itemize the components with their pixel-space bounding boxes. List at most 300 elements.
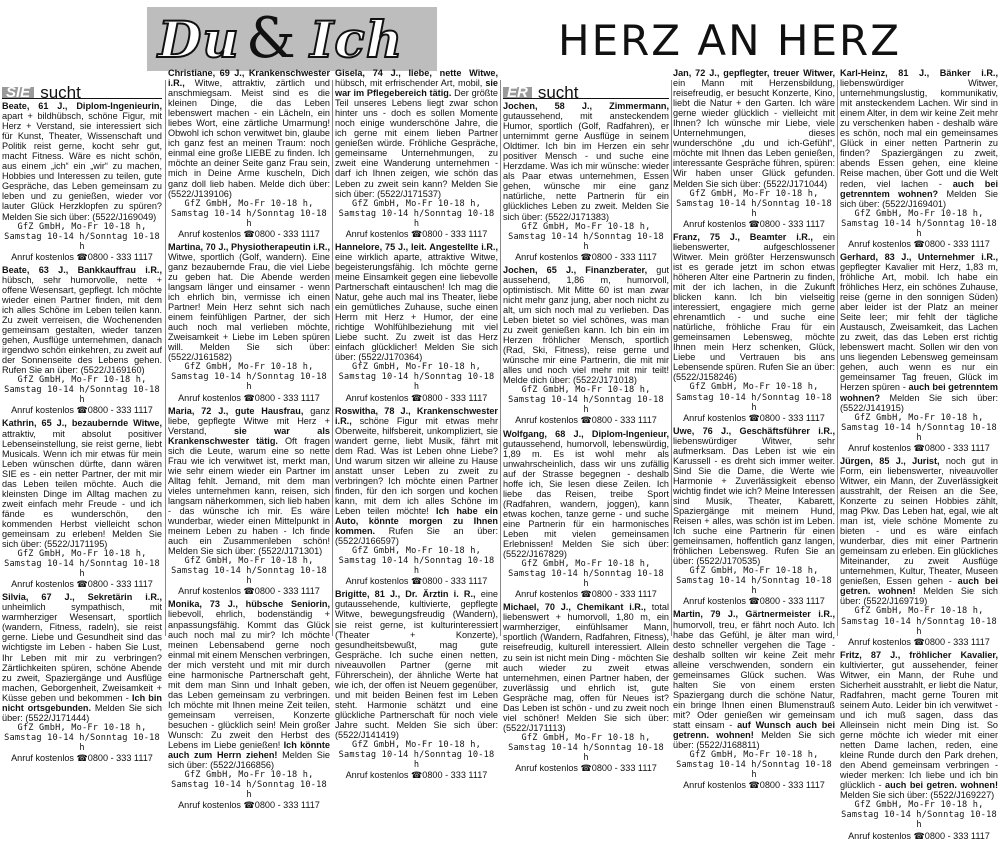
ad-agency: GfZ GmbH, Mo-Fr 10-18 h, xyxy=(17,221,147,232)
ad-weekend: Samstag 10-14 h/Sonntag 10-18 h xyxy=(676,198,832,219)
ad-body: gutaussehend, humorvoll, lebenswürdig, 1,89 m. Es ist wohl mehr als unwahrscheinlich, dass wir uns zufällig auf der Strasse begegnen - deshalb hoffe ich, Sie lesen diese Zeilen. Ich liebe das Reisen, treibe Sport (Radfahren, wandern, joggen), kann etwas kochen, tanze gerne - und suche eine Partnerin für ein harmonisches Leben mit vielen gemeinsamen Erlebnissen! Melden Sie sich über: (5522/J167829) xyxy=(503,438,669,560)
ad-free-call: Anruf kostenlos xyxy=(345,392,409,403)
ad-phone-number: 0800 - 333 1117 xyxy=(254,586,320,597)
ad-text xyxy=(673,609,835,750)
ad-weekend-hours xyxy=(168,566,330,586)
ad-text xyxy=(168,68,330,199)
ad-phone-number: 0800 - 333 1117 xyxy=(924,238,990,249)
ad-agency-hours xyxy=(2,549,162,559)
ad-text xyxy=(335,68,498,199)
ad-headline: Martina, 70 J., Physiotherapeutin i.R., xyxy=(168,241,330,252)
ad-body: ein liebenswerter, aufgeschlossener Witwer. Mein größter Herzenswunsch ist es gerade jetzt im schon etwas höheren Alter eine Partnerin zu finden, mit der ich lachen, in die Zukunft blicken kann. Ich bin vielseitig interessiert, engagiere mich gerne ehrenamtlich - und suche eine natürliche, fröhliche Frau für ein gemeinsamen Lebensweg, möchte Ihnen mein Herz schenken, Glück, Liebe und Vertrauen bis ans Lebensende spüren. Rufen Sie an über: (5522/J158246) xyxy=(673,231,835,383)
phone-icon xyxy=(411,229,422,239)
ad-body: apart + bildhübsch, schöne Figur, mit Herz + Verstand, sie interessiert sich für Kunst, Theater, Wissenschaft und Politik reist gerne, kocht sehr gut, macht Fitness. Wäre es nicht schön, aus einem „ich“ ein „wir“ zu machen, Hobbies und Interessen zu teilen, gute Gespräche, das Leben gemeinsam zu leben und zu genießen, wieder vor lauter Glück Herzklopfen zu spüren? Melden Sie sich über: (5522/J169049) xyxy=(2,111,162,222)
ad-headline: Fritz, 87 J., fröhlicher Kavalier, xyxy=(840,649,998,660)
ad-headline: Beate, 63 J., Bankkauffrau i.R., xyxy=(2,264,162,275)
ad-agency-hours xyxy=(2,375,162,385)
ad-phone-number: 0800 - 333 1117 xyxy=(591,763,657,774)
ad-body: schöne Figur mit etwas mehr Oberweite, hilfsbereit, unkompliziert, sie wandert gerne, liebt Musik, fährt mit dem Rad. Was ist Leben ohne Liebe? Und warum sitzen wir alleine zu Hause anstatt unser Leben zu zweit zu verbringen? Ich möchte einen Partner finden, für den ich sorgen und kochen kann, mit dem ich alles Schöne im Leben teilen möchte! xyxy=(335,415,498,517)
ad-weekend-hours xyxy=(168,372,330,392)
page-title: HERZ AN HERZ xyxy=(558,16,901,65)
ad-phone-number: 0800 - 333 1117 xyxy=(924,442,990,453)
ad-agency: GfZ GmbH, Mo-Fr 10-18 h, xyxy=(17,375,147,386)
ad-highlight: auch bei getren. wohnen! xyxy=(885,780,998,791)
personal-ad xyxy=(503,429,669,600)
ad-weekend: Samstag 10-14 h/Sonntag 10-18 h xyxy=(4,559,160,580)
ad-body: liebenswürdiger Witwer, sehr aufmerksam. Das Leben ist wie ein Karussell - es dreht sich immer weiter. Sind Sie die Dame, die Werte wie Harmonie + Zuverlässigkeit ebenso wichtig findet wie ich? Meine Interessen sind Musik, Theater, Kabarett, Spaziergänge mit meinem Hund, Reisen + alles, was schön ist im Leben. Ich suche eine Partnerin für einen gemeinsamen, hoffentlich ganz langen, fröhlichen Lebensweg. Rufen Sie an über: (5522/J170535) xyxy=(673,435,835,567)
ad-agency: GfZ GmbH, Mo-Fr 10-18 h, xyxy=(17,549,147,560)
ad-agency: GfZ GmbH, Mo-Fr 10-18 h, xyxy=(854,800,984,811)
ad-agency-hours xyxy=(503,733,669,743)
ad-free-call: Anruf kostenlos xyxy=(178,586,241,597)
personal-ad xyxy=(335,406,498,587)
ad-free-call: Anruf kostenlos xyxy=(683,412,746,423)
ad-phone-line xyxy=(168,800,330,810)
phone-icon xyxy=(749,219,760,229)
personal-ad xyxy=(503,265,669,426)
ad-free-call: Anruf kostenlos xyxy=(848,442,911,453)
ad-weekend-hours xyxy=(673,576,835,596)
ad-free-call: Anruf kostenlos xyxy=(11,579,74,590)
ad-text xyxy=(168,599,330,770)
ad-highlight: Ich bin nicht ortsgebunden. xyxy=(2,692,162,713)
ad-phone-number: 0800 - 333 1117 xyxy=(254,392,320,403)
ad-headline: Gerhard, 83 J., Unternehmer i.R., xyxy=(840,251,998,262)
phone-icon xyxy=(581,763,592,773)
ad-highlight: auf Wunsch auch bei getrenn. wohnen! xyxy=(673,720,835,741)
ad-phone-line xyxy=(673,780,835,790)
ad-headline: Uwe, 76 J., Geschäftsführer i.R., xyxy=(673,425,835,436)
phone-icon xyxy=(749,413,760,423)
ad-weekend-hours xyxy=(503,232,669,252)
ad-agency-hours xyxy=(2,222,162,232)
ad-highlight: auch bei getrenntem wohnen? xyxy=(840,382,998,403)
ad-text xyxy=(503,602,669,733)
ad-weekend: Samstag 10-14 h/Sonntag 10-18 h xyxy=(171,208,327,229)
section-tag: ER xyxy=(503,87,532,98)
ad-body-tail: Melden Sie sich über: (5522/J166856) xyxy=(168,750,330,771)
ad-phone-line xyxy=(503,415,669,425)
ad-free-call: Anruf kostenlos xyxy=(848,830,911,841)
ad-free-call: Anruf kostenlos xyxy=(515,415,578,426)
section-heading xyxy=(2,72,162,102)
ad-agency: GfZ GmbH, Mo-Fr 10-18 h, xyxy=(184,362,314,373)
ad-free-call: Anruf kostenlos xyxy=(178,228,241,239)
ad-text xyxy=(335,406,498,547)
ad-text xyxy=(2,592,162,723)
ad-agency-hours xyxy=(335,546,498,556)
ad-agency-hours xyxy=(840,209,998,219)
ad-highlight: Ich könnte auch zum Herrn ziehen! xyxy=(168,740,330,761)
ad-body-tail: Melden Sie sich über: (5522/J171444) xyxy=(2,702,163,723)
ad-free-call: Anruf kostenlos xyxy=(683,218,746,229)
ad-body: Witwe, attraktiv, zärtlich und anschmiegsam. Meist sind es die kleinen Dinge, die das Leben lebenswert machen - ein Lächeln, ein liebes Wort, eine zärtliche Umarmung! Obwohl ich schon verwitwet bin, glaube ich ganz fest an meinen Traum: noch einmal eine große LIEBE zu finden. Ich möchte an deiner Seite ganz Frau sein, mich in Deine Arme kuscheln, Dich ganz doll lieb haben. Melde dich über: (5522/J139106) xyxy=(168,78,330,199)
phone-icon xyxy=(914,443,925,453)
phone-icon xyxy=(244,800,255,810)
ad-text xyxy=(2,265,162,376)
ad-body: gutaussehend, mit ansteckendem Humor, sportlich (Golf, Radfahren), er unternimmt gerne Ausflüge in seinem Oldtimer. Ich bin im Herzen ein sehr positiver Mensch - und suche eine Herzdame. Was ich mir wünsche: wieder als Paar etwas unternehmen, Essen gehen, wünsche mir eine ganz natürliche, nette Partnerin für ein glückliches Leben zu zweit. Melden Sie sich über: (5522/J171383) xyxy=(503,111,669,222)
ad-weekend-hours xyxy=(503,569,669,589)
ad-body: noch gut in Form, ein liebenswerter, niveauvoller Witwer, ein Mann, der Zuverlässigkeit ausstrahlt, der Reisen an die See, Konzerte zu seinen Hobbies zählt, mag Pkw. Das Leben hat, egal, wie alt man ist, viele schöne Momente zu bieten - und es wäre einfach wunderbar, dies mit einer Partnerin gemeinsam zu erleben. Ein glückliches Miteinander, zu zweit Ausflüge unternehmen, Kultur, Theater, Museen genießen, Essen gehen - xyxy=(840,455,998,587)
ad-phone-line xyxy=(840,443,998,453)
ad-headline: Brigitte, 81 J., Dr. Ärztin i. R., xyxy=(335,589,476,600)
ad-weekend-hours xyxy=(2,559,162,579)
ad-phone-line xyxy=(503,589,669,599)
ad-weekend-hours xyxy=(2,733,162,753)
ad-agency: GfZ GmbH, Mo-Fr 10-18 h, xyxy=(352,362,481,373)
logo-du: Du xyxy=(158,10,240,69)
ad-text xyxy=(335,589,498,740)
phone-icon xyxy=(77,579,88,589)
ad-agency: GfZ GmbH, Mo-Fr 10-18 h, xyxy=(854,412,984,423)
page-header xyxy=(0,0,1000,78)
ad-phone-line xyxy=(335,229,498,239)
ad-headline: Monika, 73 J., hübsche Seniorin, xyxy=(168,599,330,610)
phone-icon xyxy=(749,596,760,606)
ad-agency: GfZ GmbH, Mo-Fr 10-18 h, xyxy=(854,208,984,219)
ad-weekend-hours xyxy=(673,393,835,413)
ad-body: attraktiv, mit absolut positiver Lebenseinstellung, sie reist gerne, liebt Musicals. Wenn ich mir etwas für mein Leben wünschen dürfte, dann wären SIE es - ein netter Partner, der mit mir das Leben teilen möchte. Auch die kleinsten Dinge im Alltag machen zu zweit einfach mehr Freude - und ich fände es wunderschön, den kommenden Herbst vielleicht schon gemeinsam zu erleben! Melden Sie sich über: (5522/J171195) xyxy=(2,428,162,550)
ad-agency-hours xyxy=(335,362,498,372)
ad-agency: GfZ GmbH, Mo-Fr 10-18 h, xyxy=(854,606,984,617)
ad-phone-number: 0800 - 333 1117 xyxy=(87,251,153,262)
ad-phone-number: 0800 - 333 1117 xyxy=(87,579,153,590)
ad-phone-number: 0800 - 333 1117 xyxy=(422,770,488,781)
ad-text xyxy=(168,242,330,363)
personal-ad xyxy=(2,101,162,262)
ad-body: hübsch, mit erfrischender Art, mobil, xyxy=(335,78,486,89)
ad-body: ganz liebe, gepflegte Witwe mit Herz + Verstand, xyxy=(168,405,330,436)
ad-text xyxy=(168,406,330,557)
ad-phone-line xyxy=(2,405,162,415)
ad-highlight: sie war als Krankenschwester tätig. xyxy=(168,425,330,446)
ad-headline: Gisela, 74 J., liebe, nette Witwe, xyxy=(335,68,498,78)
ad-highlight: auch bei getrenntem wohnen? xyxy=(840,178,998,199)
ad-weekend: Samstag 10-14 h/Sonntag 10-18 h xyxy=(338,750,495,771)
ad-agency-hours xyxy=(840,606,998,616)
ad-phone-line xyxy=(503,252,669,262)
ad-phone-line xyxy=(2,252,162,262)
ad-highlight: sie war im Pflegebereich tätig. xyxy=(335,78,498,99)
ad-body: unheimlich sympathisch, mit warmherziger Wesensart, sportlich (wandern, Fitness, radeln), sie reist gerne. Liebe und Gesundheit sind das wichtigste im Leben - haben Sie Lust, Ihr Leben mit mir zu verbringen? Zärtlichkeiten spüren, schöne Abende zu zweit, Spaziergänge und Ausflüge machen, Geborgenheit, Zweisamkeit + Küsse geben und bekommen - xyxy=(2,602,162,703)
column-divider xyxy=(500,80,501,636)
ad-body: Witwe, sportlich (Golf, wandern). Eine ganz bezaubernde Frau, die viel Liebe zu geben hat. Die Abende werden langsam länger und einsamer - wenn ich ehrlich bin, vermisse ich einen Partner! Mein Herz sehnt sich nach einem feinfühligen Partner, der sich auch noch mal verlieben möchte, Zweisamkeit + Liebe im Leben spüren will. Melden Sie sich über: (5522/J161582) xyxy=(168,251,330,363)
ad-weekend-hours xyxy=(840,810,998,830)
ad-free-call: Anruf kostenlos xyxy=(345,576,409,587)
ad-weekend: Samstag 10-14 h/Sonntag 10-18 h xyxy=(338,556,495,577)
ad-agency: GfZ GmbH, Mo-Fr 10-18 h, xyxy=(689,750,819,761)
ad-headline: Hannelore, 75 J., leit. Angestellte i.R., xyxy=(335,241,498,252)
ad-weekend: Samstag 10-14 h/Sonntag 10-18 h xyxy=(338,208,495,229)
personal-ad xyxy=(335,589,498,780)
ad-weekend: Samstag 10-14 h/Sonntag 10-18 h xyxy=(338,372,495,393)
ad-body-tail: Melden Sie sich über: (5522/J141915) xyxy=(840,392,998,413)
ad-free-call: Anruf kostenlos xyxy=(683,780,746,791)
ad-agency: GfZ GmbH, Mo-Fr 10-18 h, xyxy=(352,198,481,209)
ad-phone-line xyxy=(168,229,330,239)
ad-body: humorvoll, treu, er fährt noch Auto. Ich habe das Gefühl, je älter man wird, desto schneller vergehen die Tage - deshalb sollten wir keine Zeit mehr alleine verschwenden, sondern ein gemeinsames Glück suchen. Was halten Sie von einem ersten Spaziergang durch die schöne Natur, ein bringe Ihnen einen Blumenstrauß mit? Oder genießen wir gemeinsam statt einsam - xyxy=(673,619,835,730)
ad-phone-line xyxy=(840,637,998,647)
ad-text xyxy=(2,101,162,222)
ad-phone-number: 0800 - 333 1117 xyxy=(591,589,657,600)
ad-agency-hours xyxy=(168,770,330,780)
ad-text xyxy=(840,68,998,209)
phone-icon xyxy=(581,252,592,262)
ad-agency-hours xyxy=(673,189,835,199)
personal-ad xyxy=(335,68,498,239)
ad-agency-hours xyxy=(335,199,498,209)
ad-headline: Beate, 61 J., Diplom-Ingenieurin, xyxy=(2,101,162,111)
ad-agency: GfZ GmbH, Mo-Fr 10-18 h, xyxy=(689,382,819,393)
ad-phone-number: 0800 - 333 1117 xyxy=(759,596,825,607)
ad-weekend: Samstag 10-14 h/Sonntag 10-18 h xyxy=(841,616,997,637)
ad-phone-number: 0800 - 333 1117 xyxy=(422,392,488,403)
column-divider xyxy=(332,80,333,636)
ad-agency-hours xyxy=(168,556,330,566)
ad-agency-hours xyxy=(840,413,998,423)
ad-agency-hours xyxy=(673,382,835,392)
personal-ad xyxy=(673,232,835,423)
ad-phone-number: 0800 - 333 1117 xyxy=(759,218,825,229)
ad-phone-number: 0800 - 333 1117 xyxy=(254,228,320,239)
ad-headline: Roswitha, 78 J., Krankenschwester i.R., xyxy=(335,405,498,426)
ad-phone-line xyxy=(840,239,998,249)
ad-free-call: Anruf kostenlos xyxy=(345,770,409,781)
logo-ampersand: & xyxy=(246,6,296,71)
phone-icon xyxy=(581,415,592,425)
section-word: sucht xyxy=(40,82,81,102)
ad-agency-hours xyxy=(503,385,669,395)
ad-agency-hours xyxy=(2,723,162,733)
personal-ad xyxy=(840,650,998,841)
ad-weekend: Samstag 10-14 h/Sonntag 10-18 h xyxy=(4,732,160,753)
personal-ad xyxy=(673,426,835,607)
section-heading xyxy=(503,72,669,102)
ad-weekend-hours xyxy=(673,760,835,780)
phone-icon xyxy=(77,405,88,415)
ad-body-tail: Melden Sie sich über: (5522/J168811) xyxy=(673,730,835,751)
ad-body-tail: Rufen Sie an über: (5522/J166597) xyxy=(335,526,498,547)
personal-ad xyxy=(673,609,835,790)
ad-free-call: Anruf kostenlos xyxy=(11,405,74,416)
ad-body: gepflegter Kavalier mit Herz, 1,83 m, fröhliche Art, mobil. Ich habe ein fröhliches Herz, ein schönes Zuhause, reise (gerne in den sonnigen Süden) aber leider ist der Platz an meiner Seite leer; mir fehlt der tägliche Austausch, Zweisamkeit, das Lachen zu zweit, das das Leben erst richtig lebenswert macht. Sollen wir den von uns liegenden Lebensweg gemeinsam gehen, auch wenn es nur ein gemeinsamer Tag freuen, Glück im Herzen spüren - xyxy=(840,261,998,393)
ad-body: eine wirklich aparte, attraktive Witwe, begeisterungsfähig. Ich möchte gerne meine Einsamkeit gegen eine liebevolle Partnerschaft eintauschen! Ich mag die Natur, gehe auch mal ins Theater, liebe ein gemütliches Zuhause, suche einen Herrn mit Herz + Humor, der eine richtige Wohlfühlbeziehung mit viel Liebe sucht. Zu zweit ist das Herz einfach glücklicher! Melden Sie sich über: (5522/J170364) xyxy=(335,251,498,363)
ad-weekend: Samstag 10-14 h/Sonntag 10-18 h xyxy=(171,780,327,801)
phone-icon xyxy=(77,753,88,763)
personal-ad xyxy=(840,68,998,249)
ad-text xyxy=(840,252,998,413)
ad-free-call: Anruf kostenlos xyxy=(515,763,578,774)
ad-text xyxy=(503,265,669,386)
ad-phone-line xyxy=(168,393,330,403)
ad-free-call: Anruf kostenlos xyxy=(11,753,74,763)
ad-weekend: Samstag 10-14 h/Sonntag 10-18 h xyxy=(841,810,997,831)
personal-ad xyxy=(503,101,669,262)
ad-weekend: Samstag 10-14 h/Sonntag 10-18 h xyxy=(676,760,832,781)
ad-text xyxy=(840,456,998,607)
ad-headline: Jürgen, 85 J., Jurist, xyxy=(840,455,940,466)
ad-body: eine gutaussehende, kultivierte, gepflegte Witwe, bewegungsfreudig (Wandern), sie reist gerne, ist kulturinteressiert (Theater + Konzerte), gesundheitsbewußt, mag gute Gespräche. Ich suche einen netten, niveauvollen Partner (gerne mit Führerschein), der ähnliche Werte hat wie ich, der offen ist Neuem gegenüber, und mit beiden Beinen fest im Leben steht. Harmonie schätzt und eine glückliche Partnerschaft für noch viele Jahre sucht. Melden Sie sich über: (5522/J141419) xyxy=(335,589,499,741)
ad-free-call: Anruf kostenlos xyxy=(11,251,74,262)
ad-free-call: Anruf kostenlos xyxy=(683,596,746,607)
ad-weekend-hours xyxy=(2,385,162,405)
ad-phone-number: 0800 - 333 1117 xyxy=(591,251,657,262)
ad-phone-line xyxy=(335,393,498,403)
ad-weekend: Samstag 10-14 h/Sonntag 10-18 h xyxy=(508,231,664,252)
ad-agency: GfZ GmbH, Mo-Fr 10-18 h, xyxy=(184,198,314,209)
ad-free-call: Anruf kostenlos xyxy=(515,251,578,262)
column-3 xyxy=(335,68,499,781)
ad-text xyxy=(673,232,835,383)
ad-weekend-hours xyxy=(335,209,498,229)
personal-ad xyxy=(673,68,835,229)
ad-text xyxy=(673,68,835,189)
ad-phone-number: 0800 - 333 1117 xyxy=(759,412,825,423)
phone-icon xyxy=(914,239,925,249)
ad-weekend-hours xyxy=(168,780,330,800)
ad-weekend-hours xyxy=(335,372,498,392)
ad-agency-hours xyxy=(335,740,498,750)
ad-phone-line xyxy=(2,579,162,589)
ad-headline: Silvia, 67 J., Sekretärin i.R., xyxy=(2,592,162,603)
column-divider xyxy=(165,80,166,636)
ad-weekend: Samstag 10-14 h/Sonntag 10-18 h xyxy=(676,576,832,597)
personal-ad xyxy=(503,602,669,773)
ad-highlight: auch bei getren. wohnen! xyxy=(840,576,998,597)
ad-weekend-hours xyxy=(168,209,330,229)
ad-agency: GfZ GmbH, Mo-Fr 10-18 h, xyxy=(521,559,651,570)
ad-text xyxy=(335,242,498,363)
personal-ad xyxy=(2,418,162,589)
ad-phone-line xyxy=(840,831,998,841)
ad-agency: GfZ GmbH, Mo-Fr 10-18 h, xyxy=(352,546,481,557)
ad-body-tail: Der größte Teil unseres Lebens liegt zwar schon hinter uns - doch es sollen Momente noch einige wunderschöne Jahre, die ich gerne mit einem lieben Partner genießen würde. Fröhliche Gespräche, gemeinsame Unternehmungen, zu zweit eine Wanderung unternehmen - darf ich Ihnen zeigen, wie schön das Leben zu zweit sein kann? Melden Sie sich über: (5522/J171537) xyxy=(335,88,498,199)
ad-weekend: Samstag 10-14 h/Sonntag 10-18 h xyxy=(4,231,160,252)
ad-phone-line xyxy=(2,753,162,763)
ad-weekend: Samstag 10-14 h/Sonntag 10-18 h xyxy=(508,395,664,416)
ad-phone-line xyxy=(168,586,330,596)
ad-phone-line xyxy=(335,576,498,586)
section-word: sucht xyxy=(537,82,579,102)
ad-agency: GfZ GmbH, Mo-Fr 10-18 h, xyxy=(521,732,651,743)
column-4 xyxy=(503,72,669,774)
ad-weekend-hours xyxy=(335,556,498,576)
ad-headline: Jochen, 58 J., Zimmermann, xyxy=(503,101,669,111)
ad-agency: GfZ GmbH, Mo-Fr 10-18 h, xyxy=(184,556,314,567)
ad-body: gut aussehend, 1,86 m, humorvoll, optimistisch. Mit Mitte 60 ist man zwar nicht mehr ganz jung, aber noch nicht zu alt, um sich noch mal zu verlieben. Das Leben bietet so viel schönes, was man zu zweit genießen kann. Ich bin ein im Herzen fröhlicher Mensch, sportlich (Rad, Ski, Fitness), reise gerne und wünsche mir eine Partnerin, die mit mir alles und noch viel mehr mit mir teilt! Melde dich über: (5522/J171018) xyxy=(503,264,669,386)
ad-body-tail: Melden Sie sich über: (5522/J169719) xyxy=(840,586,998,607)
ad-body: hübsch, sehr humorvolle, nette + offene Wesensart, gepflegt. Ich möchte wieder einen Partner finden, mit dem ich alles Schöne im Leben teilen kann. Zu zweit verreisen, die Wochenenden gemeinsam gestalten, wieder tanzen gehen, Ausflüge unternehmen, danach irgendwo schön einkehren, zu zweit auf der Sonnenseite des Lebens gehen. Rufen Sie an über: (5522/J169160) xyxy=(2,274,162,376)
ad-phone-number: 0800 - 333 1117 xyxy=(254,800,320,811)
ad-free-call: Anruf kostenlos xyxy=(178,800,241,811)
ad-headline: Jochen, 65 J., Finanzberater, xyxy=(503,264,648,275)
logo-ich: Ich xyxy=(310,10,404,69)
ad-agency: GfZ GmbH, Mo-Fr 10-18 h, xyxy=(689,188,819,199)
phone-icon xyxy=(914,637,925,647)
phone-icon xyxy=(411,393,422,403)
personal-ad xyxy=(335,242,498,403)
ad-highlight: Ich habe ein Auto, könnte morgen zu Ihnen kommen. xyxy=(335,506,498,537)
section-tag: SIE xyxy=(2,87,34,98)
ad-headline: Martin, 79 J., Gärtnermeister i.R., xyxy=(673,609,835,620)
ad-phone-line xyxy=(673,596,835,606)
ad-text xyxy=(840,650,998,801)
ad-agency-hours xyxy=(673,750,835,760)
ad-phone-line xyxy=(335,770,498,780)
ad-agency-hours xyxy=(503,559,669,569)
phone-icon xyxy=(77,252,88,262)
phone-icon xyxy=(411,770,422,780)
ad-weekend-hours xyxy=(840,617,998,637)
ad-phone-line xyxy=(673,413,835,423)
ad-agency: GfZ GmbH, Mo-Fr 10-18 h, xyxy=(521,221,651,232)
ad-weekend: Samstag 10-14 h/Sonntag 10-18 h xyxy=(508,569,664,590)
ad-agency-hours xyxy=(673,566,835,576)
ad-agency-hours xyxy=(840,800,998,810)
ad-free-call: Anruf kostenlos xyxy=(848,636,911,647)
column-6 xyxy=(840,68,998,841)
ad-headline: Kathrin, 65 J., bezaubernde Witwe, xyxy=(2,418,162,429)
ad-body: kultivierter, gut aussehender, feiner Witwer, ein Mann, der Ruhe und Sicherheit ausstrahlt, er liebt die Natur, Radfahren, macht gerne Touren mit seinem Auto. Leider bin ich verwitwet - und ich muß sagen, dass das Alleinsein nicht mein Ding ist. So gerne möchte ich wieder mit einer netten Dame lachen, reden, eine kleine Runde durch den Park drehen, den Abend gemeinsam verbringen - wieder merken: Ich liebe und ich bin glücklich - xyxy=(840,659,998,791)
ad-weekend-hours xyxy=(503,743,669,763)
ad-weekend-hours xyxy=(2,232,162,252)
ad-weekend-hours xyxy=(840,423,998,443)
personal-ad xyxy=(2,265,162,416)
personal-ad xyxy=(840,252,998,453)
phone-icon xyxy=(581,589,592,599)
phone-icon xyxy=(914,831,925,841)
ad-agency-hours xyxy=(168,362,330,372)
ad-phone-line xyxy=(503,763,669,773)
ad-agency: GfZ GmbH, Mo-Fr 10-18 h, xyxy=(689,566,819,577)
ad-phone-number: 0800 - 333 1117 xyxy=(924,830,990,841)
ad-body-tail: Melden Sie sich über: (5522/J169401) xyxy=(840,188,998,209)
ad-phone-number: 0800 - 333 1117 xyxy=(87,405,153,416)
ad-text xyxy=(2,418,162,549)
ad-body: total liebenswert + humorvoll, 1,80 m, ein warmherziger, einfühlsamer Mann, sportlich (Wandern, Radfahren, Fitness), reisefreudig, kulturell interessiert. Allein zu sein ist nicht mein Ding - möchten Sie auch wieder zu zweit etwas unternehmen, einen Partner haben, der zuverlässig und ehrlich ist, gute Gespräche mag, offen für Neues ist? Das Leben ist schön - und zu zweit noch viel schöner! Melden Sie sich über: (5522/J171113) xyxy=(503,602,669,733)
ad-agency: GfZ GmbH, Mo-Fr 10-18 h, xyxy=(17,722,147,733)
ad-phone-number: 0800 - 333 1117 xyxy=(759,780,825,791)
ad-agency-hours xyxy=(503,222,669,232)
ad-weekend-hours xyxy=(673,199,835,219)
ad-agency-hours xyxy=(168,199,330,209)
personal-ad xyxy=(168,242,330,403)
ad-headline: Franz, 75 J., Beamter i.R., xyxy=(673,231,813,242)
ad-headline: Wolfgang, 68 J., Diplom-Ingenieur, xyxy=(503,428,669,439)
ad-weekend: Samstag 10-14 h/Sonntag 10-18 h xyxy=(841,422,997,443)
ad-body-tail: Melden Sie sich über: (5522/J169227) xyxy=(840,790,995,801)
ad-phone-number: 0800 - 333 1117 xyxy=(924,636,990,647)
ad-agency: GfZ GmbH, Mo-Fr 10-18 h, xyxy=(521,385,651,396)
ad-free-call: Anruf kostenlos xyxy=(345,228,409,239)
ad-free-call: Anruf kostenlos xyxy=(848,238,911,249)
phone-icon xyxy=(244,586,255,596)
ad-text xyxy=(503,101,669,222)
phone-icon xyxy=(244,393,255,403)
ad-weekend: Samstag 10-14 h/Sonntag 10-18 h xyxy=(4,385,160,406)
ad-headline: Jan, 72 J., gepflegter, treuer Witwer, xyxy=(673,68,835,78)
ad-text xyxy=(673,426,835,567)
ad-headline: Michael, 70 J., Chemikant i.R., xyxy=(503,602,646,613)
ad-agency: GfZ GmbH, Mo-Fr 10-18 h, xyxy=(352,740,481,751)
ad-phone-number: 0800 - 333 1117 xyxy=(422,228,488,239)
column-2 xyxy=(168,68,330,811)
ad-phone-number: 0800 - 333 1117 xyxy=(422,576,488,587)
personal-ad xyxy=(168,68,330,239)
personal-ad xyxy=(840,456,998,647)
phone-icon xyxy=(749,780,760,790)
ad-weekend-hours xyxy=(335,750,498,770)
